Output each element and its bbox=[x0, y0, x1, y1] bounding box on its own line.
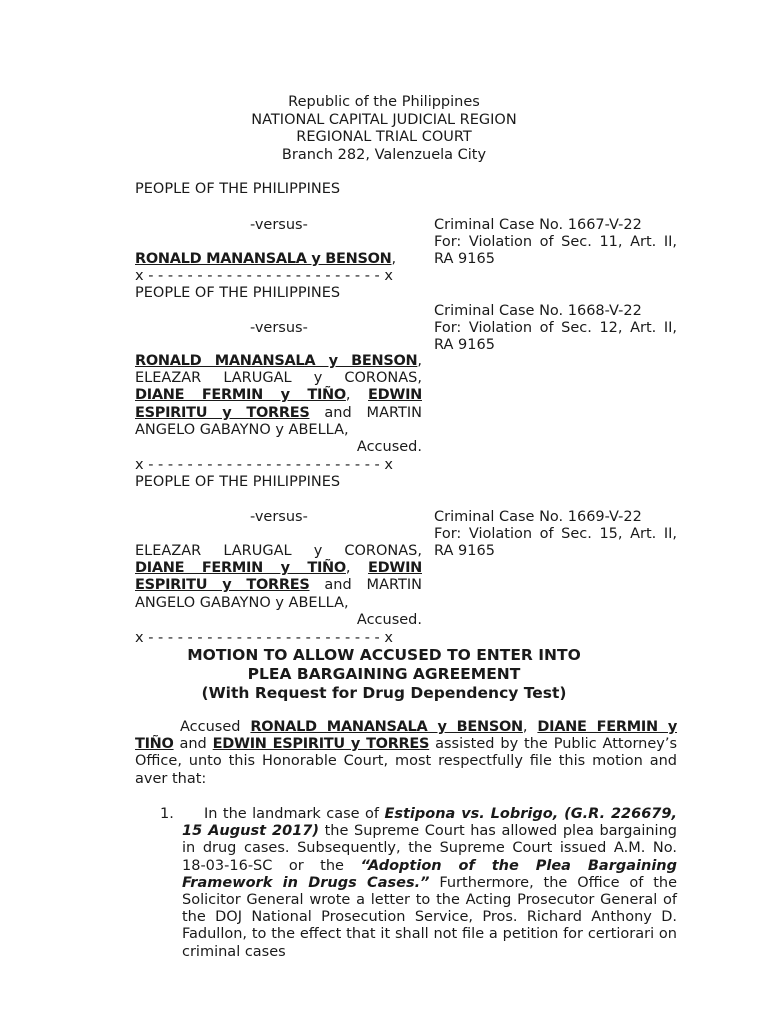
case3-accused-label: Accused. bbox=[356, 611, 422, 628]
header-republic: Republic of the Philippines bbox=[288, 94, 480, 110]
case2-edwin-1: EDWIN bbox=[368, 387, 422, 404]
case3-accused-line3 bbox=[135, 577, 422, 594]
intro-diane: DIANE FERMIN y TIÑO bbox=[135, 719, 678, 753]
case2-plaintiff: PEOPLE OF THE PHILIPPINES bbox=[135, 285, 341, 301]
case3-ra: RA 9165 bbox=[434, 543, 495, 560]
case3-eleazar: ELEAZAR LARUGAL y CORONAS, bbox=[135, 543, 422, 559]
motion-title-line2: PLEA BARGAINING AGREEMENT bbox=[247, 665, 521, 683]
case2-separator: x - - - - - - - - - - - - - - - - - - - - - - - - x bbox=[135, 457, 393, 473]
case2-eleazar: ELEAZAR LARUGAL y CORONAS, bbox=[135, 370, 422, 387]
case1-separator: x - - - - - - - - - - - - - - - - - - - - - - - - x bbox=[135, 268, 393, 284]
case3-angelo: ANGELO GABAYNO y ABELLA, bbox=[135, 594, 349, 611]
case2-versus: -versus- bbox=[250, 320, 308, 336]
case3-and-martin: and MARTIN bbox=[324, 577, 422, 594]
intro-edwin: EDWIN ESPIRITU y TORRES bbox=[212, 736, 430, 753]
case3-violation: For: Violation of Sec. 15, Art. II, bbox=[434, 526, 677, 543]
case2-violation: For: Violation of Sec. 12, Art. II, bbox=[434, 320, 677, 337]
case2-ronald: RONALD MANANSALA y BENSON bbox=[135, 353, 418, 369]
case1-ra: RA 9165 bbox=[434, 251, 495, 268]
item1-text1: In the landmark case of bbox=[204, 806, 379, 822]
header-region: NATIONAL CAPITAL JUDICIAL REGION bbox=[251, 111, 517, 128]
item1-text3: Furthermore, the Office of the Solicitor General wrote a letter to the Acting Prosecutor General of the DOJ National Prosecution Service, Pros. Richard Anthony D. Fadullon, to the effect that it shall not file a petition for certiorari on criminal cases bbox=[182, 874, 678, 960]
case1-plaintiff: PEOPLE OF THE PHILIPPINES bbox=[135, 181, 341, 197]
case1-details bbox=[434, 217, 677, 269]
case2-number: Criminal Case No. 1668-V-22 bbox=[434, 303, 642, 319]
case2-accused-block bbox=[135, 353, 422, 456]
case3-accused-line2: DIANE FERMIN y TIÑO, EDWIN bbox=[135, 560, 422, 577]
intro-and: and bbox=[179, 736, 207, 753]
court-header bbox=[0, 94, 768, 164]
header-branch: Branch 282, Valenzuela City bbox=[281, 146, 487, 163]
item1-text2: the Supreme Court has allowed plea bargaining in drug cases. Subsequently, the Supreme Court issued A.M. No. 18-03-16-SC or the bbox=[182, 823, 677, 874]
case3-number: Criminal Case No. 1669-V-22 bbox=[434, 509, 642, 525]
case3-diane: DIANE FERMIN y TIÑO bbox=[135, 560, 346, 577]
header-court: REGIONAL TRIAL COURT bbox=[296, 129, 472, 145]
case2-and-martin: and MARTIN bbox=[324, 404, 422, 421]
case2-accused-line1: RONALD MANANSALA y BENSON, bbox=[135, 353, 422, 369]
case1-versus: -versus- bbox=[250, 217, 308, 233]
intro-ronald: RONALD MANANSALA y BENSON bbox=[250, 719, 523, 735]
item1-paragraph bbox=[182, 806, 677, 961]
case3-edwin-1: EDWIN bbox=[368, 560, 422, 577]
case3-separator: x - - - - - - - - - - - - - - - - - - - - - - - - x bbox=[135, 630, 393, 646]
motion-title bbox=[0, 646, 768, 703]
case2-details bbox=[434, 303, 677, 355]
case2-edwin-2: ESPIRITU y TORRES bbox=[135, 404, 310, 421]
case2-diane: DIANE FERMIN y TIÑO bbox=[135, 387, 346, 404]
case1-accused-name: RONALD MANANSALA y BENSON bbox=[135, 251, 392, 267]
case3-versus: -versus- bbox=[250, 509, 308, 525]
intro-rest: assisted by the Public Attorney’s Office, unto this Honorable Court, most respectfully file this motion and aver that: bbox=[135, 736, 678, 787]
case2-accused-line4 bbox=[135, 405, 422, 422]
case3-details bbox=[434, 509, 677, 561]
case3-plaintiff: PEOPLE OF THE PHILIPPINES bbox=[135, 474, 341, 490]
motion-title-line3: (With Request for Drug Dependency Test) bbox=[201, 684, 567, 702]
case2-accused-label: Accused. bbox=[356, 439, 422, 456]
intro-accused-word: Accused bbox=[180, 719, 241, 735]
item1-number: 1. bbox=[160, 806, 174, 822]
case2-angelo: ANGELO GABAYNO y ABELLA, bbox=[135, 421, 349, 438]
case3-accused-block bbox=[135, 543, 422, 629]
case2-accused-line3: DIANE FERMIN y TIÑO, EDWIN bbox=[135, 387, 422, 404]
case3-edwin-2: ESPIRITU y TORRES bbox=[135, 577, 310, 594]
case1-number: Criminal Case No. 1667-V-22 bbox=[434, 217, 642, 233]
case2-ra: RA 9165 bbox=[434, 337, 495, 354]
case1-accused: RONALD MANANSALA y BENSON, bbox=[135, 251, 397, 267]
intro-paragraph: Accused RONALD MANANSALA y BENSON, DIANE FERMIN y TIÑO and EDWIN ESPIRITU y TORRES assisted by the Public Attorney’s Office, unto this Honorable Court, most respectfully file this motion and aver that: bbox=[135, 719, 678, 787]
item1-framework: “Adoption of the Plea Bargaining Framework in Drugs Cases.” bbox=[182, 857, 677, 891]
motion-title-line1: MOTION TO ALLOW ACCUSED TO ENTER INTO bbox=[187, 646, 581, 664]
case1-violation: For: Violation of Sec. 11, Art. II, bbox=[434, 234, 677, 251]
item1-case-citation: Estipona vs. Lobrigo, (G.R. 226679, 15 August 2017) bbox=[182, 806, 677, 840]
